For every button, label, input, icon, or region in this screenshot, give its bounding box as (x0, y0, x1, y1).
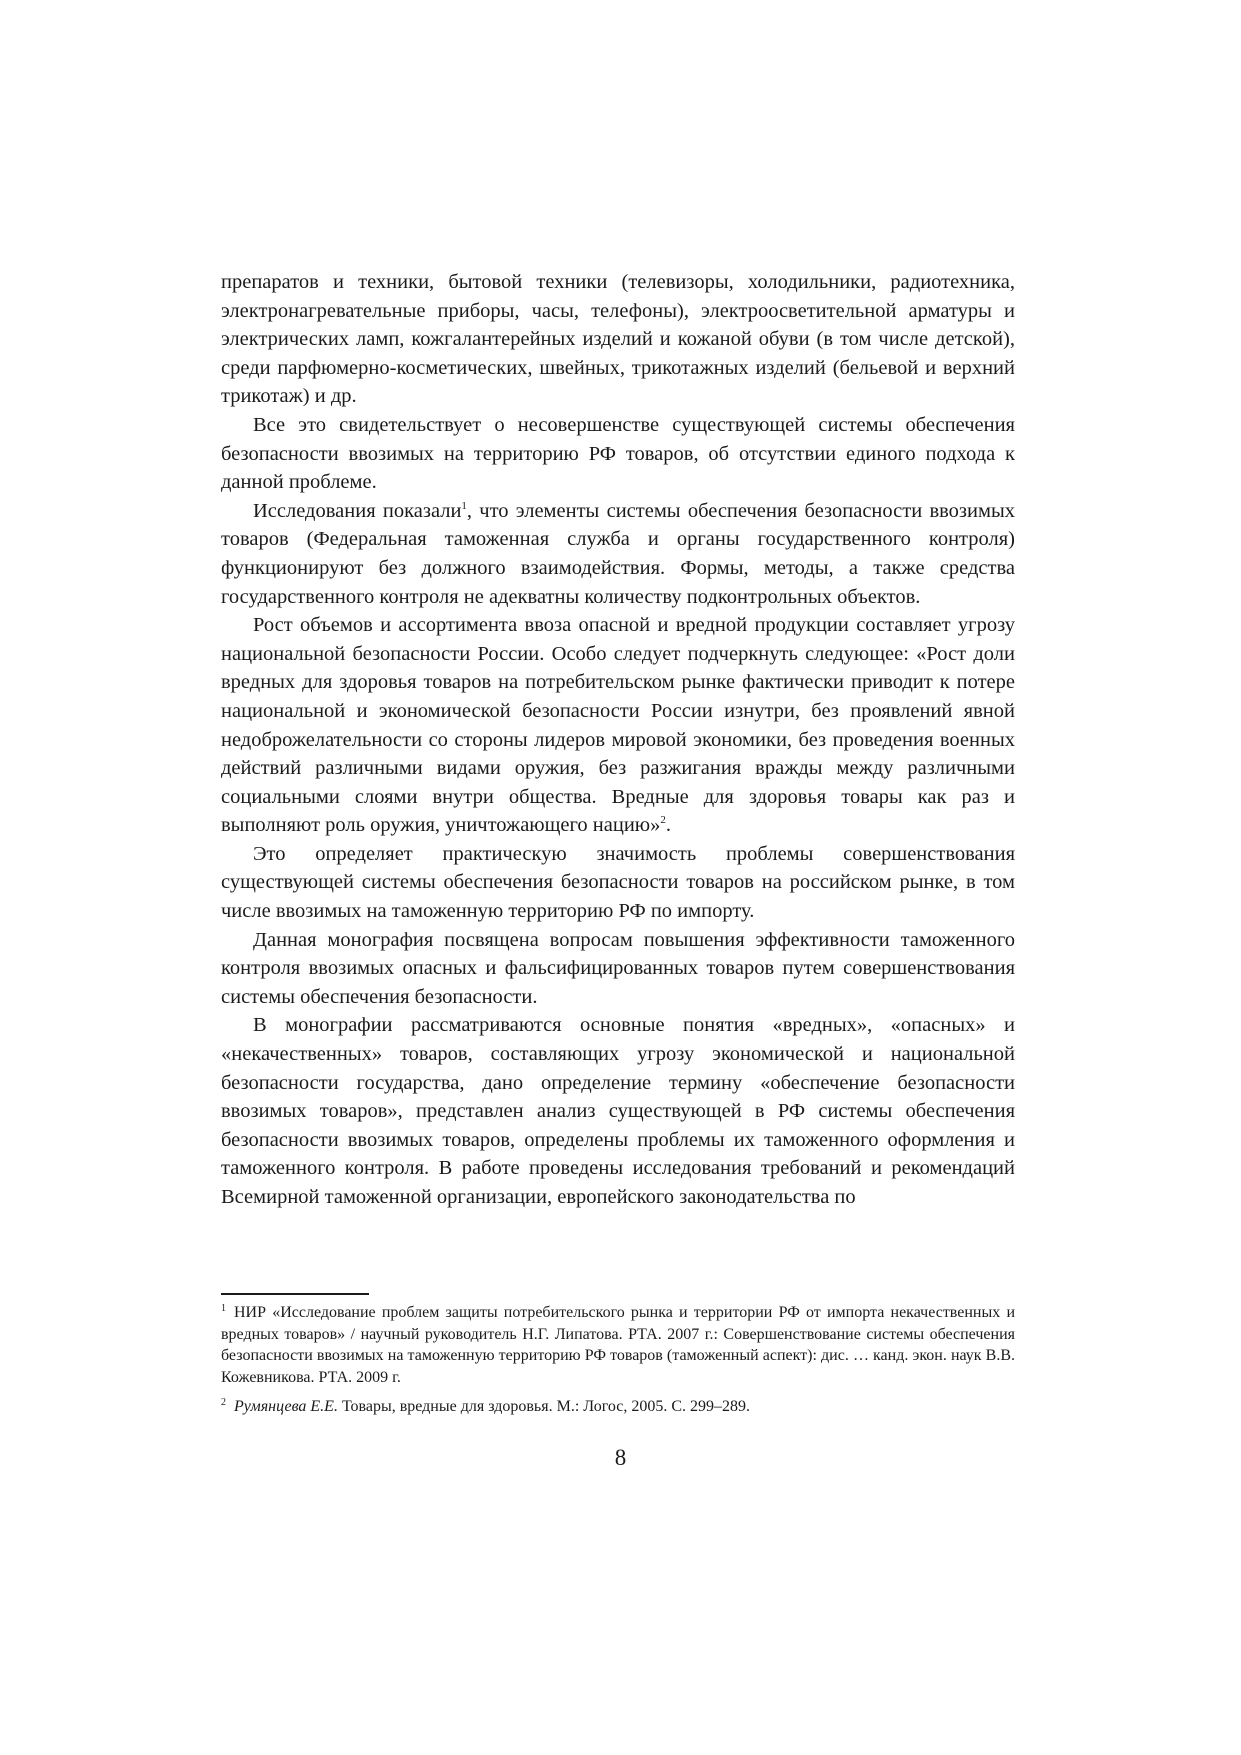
paragraph-5: Это определяет практическую значимость проблемы совершенствования существующей системы обеспечения безопасности товаров на российском рынке, в том числе ввозимых на таможенную территорию РФ по импорту. (221, 842, 1015, 923)
footnote-1-text: НИР «Исследование проблем защиты потребительского рынка и территории РФ от импорта некачественных и вредных товаров» / научный руководитель Н.Г. Липатова. РТА. 2007 г.: Совершенствование системы обеспечения безопасности ввозимых на таможенную территорию РФ товаров (таможенный аспект): дис. … канд. экон. наук В.В. Кожевникова. РТА. 2009 г. (221, 1304, 1015, 1386)
footnote-divider (221, 1293, 369, 1295)
footnote-ref-1[interactable]: 1 (461, 499, 467, 512)
paragraph-3 (221, 497, 1015, 611)
page-number: 8 (614, 1445, 627, 1470)
footnote-2 (221, 1396, 1015, 1418)
paragraph-3-text-end: , что элементы системы обеспечения безопасности ввозимых товаров (Федеральная таможенная служба и органы государственного контроля) функционируют без должного взаимодействия. Формы, методы, а также средства государственного контроля не адекватны количеству подконтрольных объектов. (221, 499, 1015, 608)
paragraph-4-text-start: Рост объемов и ассортимента ввоза опасной и вредной продукции составляет угрозу национальной безопасности России. Особо следует подчеркнуть следующее: «Рост доли вредных для здоровья товаров на потребительском рынке фактически приводит к потере национальной и экономической безопасности России изнутри, без проявлений явной недоброжелательности со стороны лидеров мировой экономики, без проведения военных действий различными видами оружия, без разжигания вражды между различными социальными слоями внутри общества. Вредные для здоровья товары как раз и выполняют роль оружия, уничтожающего нацию» (221, 614, 1015, 837)
footnote-2-author: Румянцева Е.Е. (234, 1398, 338, 1415)
footnotes (221, 1302, 1015, 1418)
body-text (221, 268, 1015, 1212)
footnote-2-number: 2 (221, 1396, 226, 1408)
paragraph-7: В монографии рассматриваются основные понятия «вредных», «опасных» и «некачественных» товаров, составляющих угрозу экономической и национальной безопасности государства, дано определение термину «обеспечение безопасности ввозимых товаров», представлен анализ существующей в РФ системы обеспечения безопасности ввозимых товаров, определены проблемы их таможенного оформления и таможенного контроля. В работе проведены исследования требований и рекомендаций Всемирной таможенной организации, европейского законодательства по (221, 1014, 1015, 1208)
paragraph-2: Все это свидетельствует о несовершенстве существующей системы обеспечения безопасности ввозимых на территорию РФ товаров, об отсутствии единого подхода к данной проблеме. (221, 413, 1015, 494)
footnote-1 (221, 1302, 1015, 1388)
footnote-ref-2[interactable]: 2 (660, 814, 666, 827)
footnote-2-text: Товары, вредные для здоровья. М.: Логос, 2005. С. 299–289. (337, 1398, 751, 1415)
paragraph-1: препаратов и техники, бытовой техники (телевизоры, холодильники, радиотехника, электронагревательные приборы, часы, телефоны), электроосветительной арматуры и электрических ламп, кожгалантерейных изделий и кожаной обуви (в том числе детской), среди парфюмерно-косметических, швейных, трикотажных изделий (бельевой и верхний трикотаж) и др. (221, 271, 1015, 408)
paragraph-4 (221, 611, 1015, 840)
paragraph-4-text-end: . (665, 814, 671, 837)
paragraph-3-text-start: Исследования показали (253, 499, 462, 522)
paragraph-6: Данная монография посвящена вопросам повышения эффективности таможенного контроля ввозимых опасных и фальсифицированных товаров путем совершенствования системы обеспечения безопасности. (221, 928, 1015, 1008)
footnote-1-number: 1 (221, 1302, 226, 1314)
